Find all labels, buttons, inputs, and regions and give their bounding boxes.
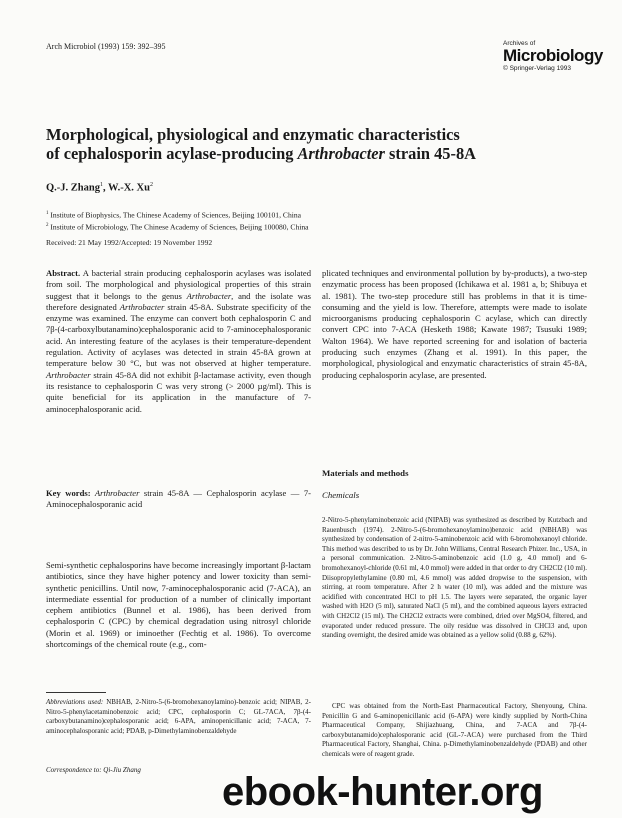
author-1-affil-mark: 1 bbox=[99, 182, 103, 188]
abstract-label: Abstract. bbox=[46, 268, 81, 278]
author-separator: , bbox=[102, 182, 109, 194]
chemicals-paragraph-2: CPC was obtained from the North-East Pharmaceutical Factory, Shenyoung, China. Penicillin G and 6-aminopenicillanic acid (6-APA) were kindly supplied by North-China Pharmaceutical Company, Shijiazhuang, China, and 7-ACA and 7β-(4-carboxybutanamido)cephalosporanic acid (GL-7-ACA) were purchased from the Third Pharmaceutical Factory, Shanghai, China. p-Dimethylaminobenzaldehyde (PDAB) and other chemicals were of reagent grade. bbox=[322, 702, 587, 758]
title-genus: Arthrobacter bbox=[297, 144, 385, 163]
abbreviations-text: NBHAB, 2-Nitro-5-(6-bromohexanoylamino)-benzoic acid; NIPAB, 2-Nitro-5-phenylacetaminobenzoic acid; CPC, cephalosporin C; GL-7ACA, 7β-(4-carboxybutanamino)cephalosporanic acid; 6-APA, aminopenicillanic acid; 7-ACA, 7-aminocephalosporanic acid; PDAB, p-Dimethylaminobenzaldehyde bbox=[46, 698, 311, 735]
logo-archives-text: Archives of bbox=[503, 40, 536, 47]
abstract-text-4: strain 45-8A did not exhibit β-lactamase activity, even though its resistance to cephalosporin C was very strong (> 2000 µg/ml). This is quite beneficial for its application in the manufacture of 7-aminocephalosporanic acid. bbox=[46, 369, 311, 414]
keywords-text: strain 45-8A — Cephalosporin acylase — 7-Aminocephalosporanic acid bbox=[46, 488, 311, 510]
abstract-genus-3: Arthrobacter bbox=[46, 369, 91, 380]
keywords bbox=[46, 488, 311, 511]
abstract-text-3: strain 45-8A. Substrate specificity of the enzyme was examined. The enzyme can convert both cephalosporin C and 7β-(4-carboxylbutanamino)cephalosporanic acid to 7-aminocephalosporanic acid. An interesting feature of the acylases is their temperature-dependent regulation. Activity of acylases was detected in strain 45-8A grown at temperature below 30 °C, but was not observed at higher temperature. bbox=[46, 301, 312, 369]
affiliation-2 bbox=[46, 221, 309, 233]
logo-publisher: © Springer-Verlag 1993 bbox=[503, 65, 572, 72]
introduction-paragraph: Semi-synthetic cephalosporins have become increasingly important β-lactam antibiotics, since they have higher potency and lower toxicity than semi-synthetic penicillins. Until now, 7-aminocephalosporanic acid (7-ACA), an intermediate essential for production of a number of clinically important cephem antibiotics (Bunnel et al. 1986), has been derived from cephalosporin C (CPC) by chemical degradation using nitrosyl chloride (Morin et al. 1969) or iminoether (Fechtig et al. 1986). To overcome shortcomings of the chemical route (e.g., com- bbox=[46, 560, 311, 650]
abbreviations-footnote bbox=[46, 698, 311, 736]
affiliation-1-mark: 1 bbox=[46, 211, 49, 216]
abstract-genus-1: Arthrobacter bbox=[186, 290, 232, 301]
keyword-genus: Arthrobacter bbox=[90, 488, 140, 498]
correspondence-name: Qi-Jiu Zhang bbox=[101, 766, 141, 774]
title-line-2-end: strain 45-8A bbox=[384, 144, 476, 163]
subsection-heading-chemicals: Chemicals bbox=[322, 490, 360, 500]
title-line-1: Morphological, physiological and enzymatic characteristics bbox=[46, 125, 460, 144]
received-dates: Received: 21 May 1992/Accepted: 19 November 1992 bbox=[46, 238, 213, 247]
abstract bbox=[46, 268, 311, 415]
author-2-affil-mark: 2 bbox=[149, 182, 153, 188]
intro-continuation: plicated techniques and environmental pollution by by-products), a two-step enzymatic process has been proposed (Ichikawa et al. 1981 a, b; Shibuya et al. 1981). The two-step procedure still has problems in that it is time-consuming and the yield is low. Therefore, attempts were made to isolate microorganisms producing cephalosporin C acylase, which can directly convert CPC into 7-ACA (Hesketh 1988; Kawate 1987; Tsusuki 1989; Walton 1964). We have reported screening for and isolation of bacteria producing such enzymes (Zhang et al. 1991). In this paper, the morphological, physiological and enzymatic characteristics of strain 45-8A, producing cephalosporin acylase, are presented. bbox=[322, 268, 587, 380]
journal-logo bbox=[503, 40, 603, 72]
journal-reference: Arch Microbiol (1993) 159: 392–395 bbox=[46, 42, 166, 51]
affiliation-2-text: Institute of Microbiology, The Chinese Academy of Sciences, Beijing 100080, China bbox=[48, 222, 309, 232]
logo-title: Microbiology bbox=[503, 46, 603, 65]
affiliation-1 bbox=[46, 209, 309, 221]
title-line-2 bbox=[46, 144, 586, 163]
watermark-text: ebook-hunter.org bbox=[222, 770, 543, 814]
keywords-label: Key words: bbox=[46, 488, 91, 498]
affiliation-2-mark: 2 bbox=[46, 223, 49, 229]
article-title bbox=[46, 125, 586, 163]
abstract-text-1: A bacterial strain producing cephalosporin acylases was isolated from soil. The morphological and physiological properties of this strain suggest that it belongs to the genus bbox=[46, 268, 311, 301]
chemicals-paragraph-1: 2-Nitro-5-phenylaminobenzoic acid (NIPAB) was synthesized as described by Kutzbach and Rauenbusch (1974). 2-Nitro-5-(6-bromohexanoylamino)benzoic acid (NBHAB) was synthesized by condensation of 2-nitro-5-aminobenzoic acid with 6-bromohexanoyl chloride. This method was described to us by Dr. John Williams, Central Research Phizer. Inc., USA, in a personal communication. 2-Nitro-5-aminobenzoic acid (1.0 g, 4.0 mmol) and 6-bromohexanoyl-chloride (0.61 ml, 4.0 mmol) were added in that order to dry CH2Cl2 (10 ml). Diisopropylethylamine (0.80 ml, 4.6 mmol) was added dropwise to the suspension, with stirring, at room temperature. After 2 h water (10 ml), was added and the mixture was acidified with concentrated HCl to pH 1.5. The layers were separated, the organic layer washed with H2O (5 ml), saturated NaCl (5 ml), and the combined aqueous layers extracted with CH2Cl2 (15 ml). The CH2Cl2 extracts were combined, dried over MgSO4, filtered, and evaporated under reduced pressure. The oily residue was dissolved in CHCl3 and, upon standing overnight, the desired amide was obtained as a yellow solid (0.88 g, 62%). bbox=[322, 516, 587, 640]
abstract-text-2: , and the isolate was therefore designated bbox=[46, 290, 311, 312]
abstract-genus-2: Arthrobacter bbox=[119, 301, 165, 312]
author-1: Q.-J. Zhang bbox=[46, 182, 100, 194]
affiliations bbox=[46, 209, 309, 233]
author-2: W.-X. Xu bbox=[108, 182, 150, 194]
title-line-2-start: of cephalosporin acylase-producing bbox=[46, 144, 298, 163]
footnote-rule bbox=[46, 692, 106, 693]
abbreviations-label: Abbreviations used: bbox=[46, 698, 104, 706]
affiliation-1-text: Institute of Biophysics, The Chinese Academy of Sciences, Beijing 100101, China bbox=[48, 210, 302, 220]
correspondence-label: Correspondence to: bbox=[46, 766, 102, 774]
section-heading-methods: Materials and methods bbox=[322, 468, 409, 478]
authors bbox=[46, 182, 153, 194]
